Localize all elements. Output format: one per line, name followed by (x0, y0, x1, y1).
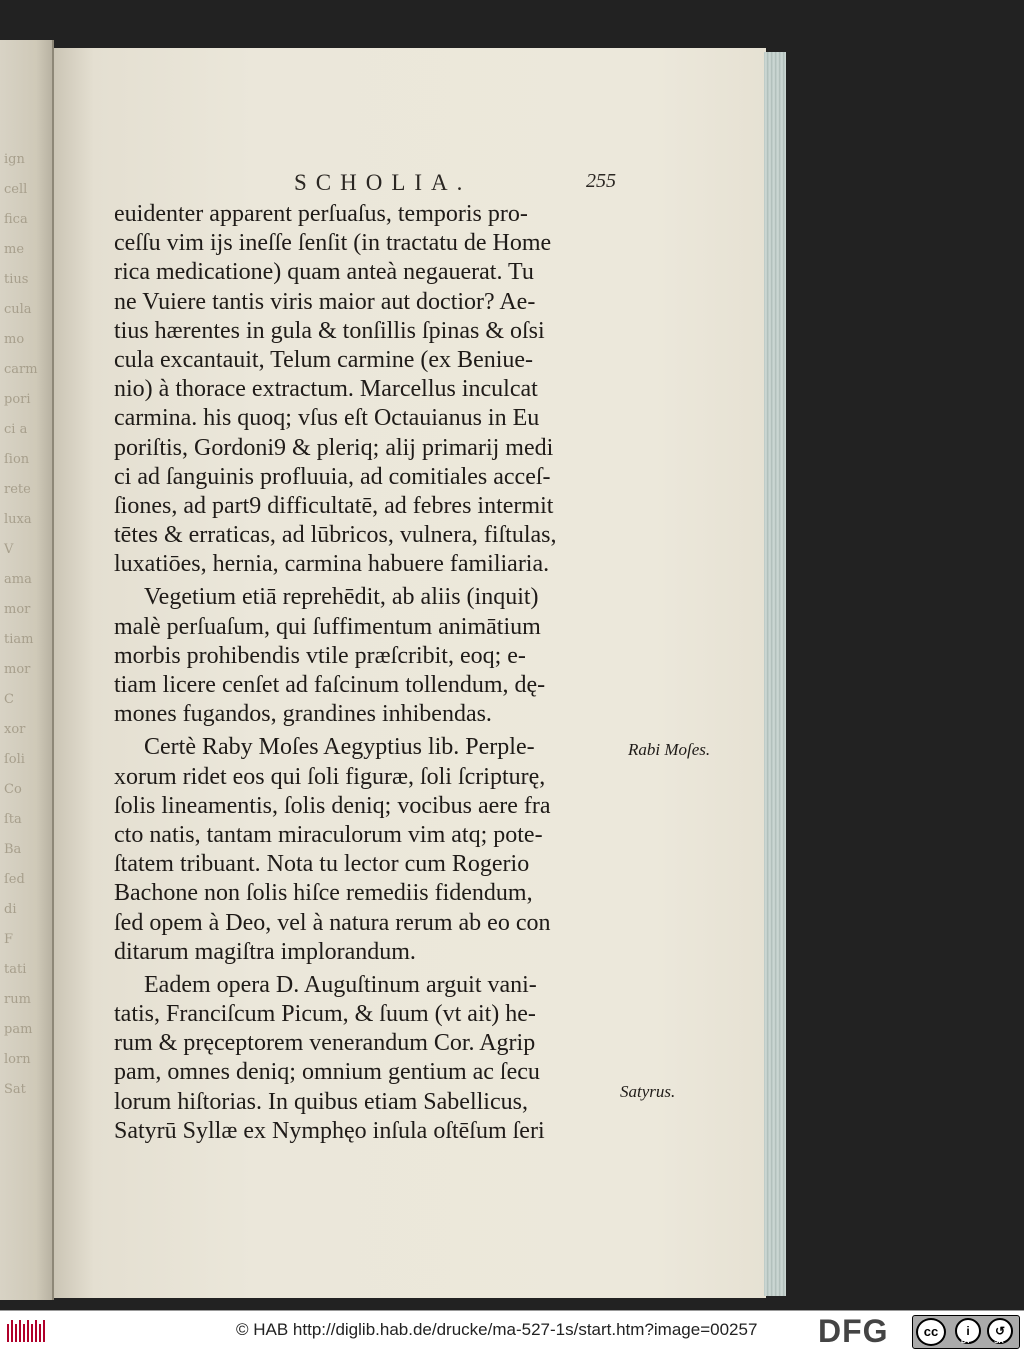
text-line: luxatiōes, hernia, carmina habuere familiaria. (114, 551, 550, 578)
text-line: rica medicatione) quam anteà negauerat. Tu (114, 259, 534, 286)
text-line: nio) à thorace extractum. Marcellus inculcat (114, 376, 538, 403)
text-line: tius hærentes in gula & tonſillis ſpinas & oſsi (114, 317, 545, 344)
viewer-footer (0, 1310, 1024, 1351)
dfg-logo: DFG (818, 1313, 889, 1349)
text-line: ſtatem tribuant. Nota tu lector cum Rogerio (114, 851, 530, 878)
text-line: ceſſu vim ijs ineſſe ſenſit (in tractatu de Home (114, 230, 552, 257)
text-line: ci ad ſanguinis profluuia, ad comitiales acceſ- (114, 463, 551, 490)
text-line: carmina. his quoq; vſus eſt Octauianus in Eu (114, 405, 540, 432)
facing-page-fragment: pam (4, 1022, 33, 1037)
facing-page-fragment: pori (4, 392, 31, 407)
text-line: rum & pręceptorem venerandum Cor. Agrip (114, 1030, 536, 1057)
facing-page-fragment: carm (4, 362, 38, 377)
text-line: xorum ridet eos qui ſoli figuræ, ſoli ſcripturę, (114, 763, 546, 790)
text-line: ditarum magiſtra implorandum. (114, 938, 416, 965)
facing-page-fragment: rete (4, 482, 31, 497)
facing-page-fragment: mo (4, 332, 25, 347)
facing-page-edge (0, 40, 54, 1300)
text-line: ſed opem à Deo, vel à natura rerum ab eo con (114, 909, 551, 936)
text-line: ne Vuiere tantis viris maior aut doctior? Ae- (114, 288, 536, 315)
margin-note: Satyrus. (620, 1082, 676, 1101)
text-line: poriſtis, Gordoni9 & pleriq; alij primarij medi (114, 434, 554, 461)
text-line: tatis, Franciſcum Picum, & ſuum (vt ait) he- (114, 1001, 536, 1028)
facing-page-fragment: luxa (4, 512, 32, 527)
facing-page-fragment: ama (4, 572, 32, 587)
book-page (54, 48, 766, 1298)
text-line: Satyrū Syllæ ex Nymphęo inſula oſtēſum ſeri (114, 1117, 545, 1144)
facing-page-fragment: ſed (4, 872, 25, 887)
text-line: tētes & erraticas, ad lūbricos, vulnera, fiſtulas, (114, 522, 557, 549)
facing-page-fragment: ſoli (4, 752, 25, 767)
hab-logo-icon (6, 1318, 50, 1344)
text-line: ſolis lineamentis, ſolis deniq; vocibus aere fra (114, 792, 551, 819)
attribution-link[interactable]: © HAB http://diglib.hab.de/drucke/ma-527-1s/start.htm?image=00257 (236, 1320, 758, 1339)
page-stack-edge (764, 52, 786, 1296)
facing-page-fragment: F (4, 932, 14, 947)
text-line: cula excantauit, Telum carmine (ex Beniue- (114, 346, 534, 373)
facing-page-fragment: tius (4, 272, 29, 287)
facing-page-fragment: cell (4, 182, 28, 197)
margin-note: Rabi Moſes. (628, 740, 711, 759)
facing-page-fragment: me (4, 242, 25, 257)
facing-page-fragment: Ba (4, 842, 22, 857)
text-line: mones fugandos, grandines inhibendas. (114, 701, 492, 728)
page-number: 255 (586, 170, 616, 192)
text-line: lorum hiſtorias. In quibus etiam Sabellicus, (114, 1088, 528, 1115)
text-line: pam, omnes deniq; omnium gentium ac ſecu (114, 1059, 540, 1086)
text-line: malè perſuaſum, qui ſuffimentum animātium (114, 613, 541, 640)
facing-page-fragment: Sat (4, 1082, 26, 1097)
by-label: BY (961, 1338, 971, 1345)
text-line: Eadem opera D. Auguſtinum arguit vani- (144, 971, 537, 998)
text-line: morbis prohibendis vtile præſcribit, eoq; e- (114, 642, 526, 669)
facing-page-fragment: cula (4, 302, 32, 317)
cc-icon: cc (916, 1318, 946, 1346)
text-line: cto natis, tantam miraculorum vim atq; pote- (114, 821, 543, 848)
text-line: Certè Raby Moſes Aegyptius lib. Perple- (144, 734, 535, 761)
by-icon: i (955, 1318, 981, 1344)
text-line: euidenter apparent perſuaſus, temporis pro- (114, 201, 528, 227)
facing-page-fragment: tati (4, 962, 27, 977)
facing-page-fragment: C (4, 692, 14, 707)
facing-page-fragment: ign (4, 152, 25, 167)
text-line: ſiones, ad part9 difficultatē, ad febres intermit (114, 492, 554, 519)
facing-page-fragment: V (4, 542, 14, 557)
facing-page-fragment: lorn (4, 1052, 31, 1067)
facing-page-fragment: di (4, 902, 17, 917)
license-badge[interactable] (912, 1315, 1020, 1349)
text-line: tiam licere cenſet ad faſcinum tollendum, dę- (114, 672, 546, 698)
facing-page-fragment: rum (4, 992, 31, 1007)
facing-page-fragment: xor (4, 722, 26, 737)
sa-icon: ↺ (987, 1318, 1013, 1344)
facing-page-fragment: ſion (4, 452, 30, 467)
facing-page-fragment: tiam (4, 632, 34, 647)
sa-label: SA (994, 1338, 1004, 1345)
facing-page-fragment: Co (4, 782, 22, 797)
facing-page-fragment: ſta (4, 812, 22, 827)
text-line: Vegetium etiā reprehēdit, ab aliis (inquit) (144, 584, 539, 611)
running-head: SCHOLIA. (294, 170, 472, 195)
facing-page-fragment: mor (4, 602, 31, 617)
facing-page-fragment: fica (4, 212, 28, 227)
facing-page-fragment: mor (4, 662, 31, 677)
text-line: Bachone non ſolis hiſce remediis fidendum, (114, 880, 533, 907)
facing-page-fragment: ci a (4, 422, 28, 437)
body-text (114, 200, 634, 1146)
